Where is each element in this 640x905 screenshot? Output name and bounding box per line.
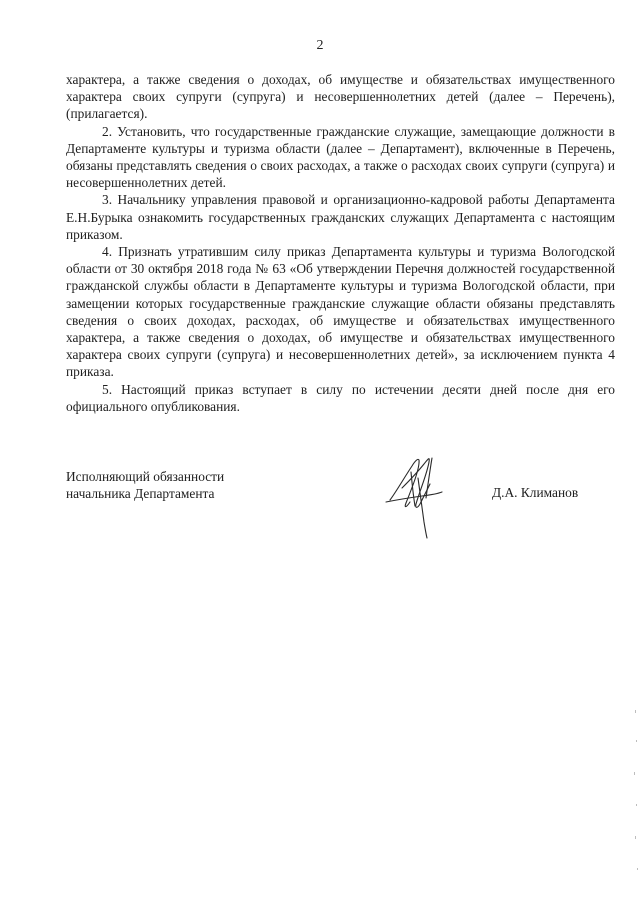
paragraph-item-5: 5. Настоящий приказ вступает в силу по истечении десяти дней после дня его официального опубликования.	[66, 381, 615, 414]
document-body	[66, 71, 615, 415]
paragraph-item-2: 2. Установить, что государственные гражданские служащие, замещающие должности в Департаменте культуры и туризма области (далее – Департамент), включенные в Перечень, обязаны представлять сведения о своих расходах, а также о расходах своих супруги (супруга) и несовершеннолетних детей.	[66, 123, 615, 191]
paragraph-continuation: характера, а также сведения о доходах, об имуществе и обязательствах имущественного характера своих супруги (супруга) и несовершеннолетних детей (далее – Перечень), (прилагается).	[66, 72, 615, 122]
signatory-position-line-2: начальника Департамента	[66, 486, 215, 502]
page-number: 2	[316, 38, 324, 53]
signatory-position-line-1: Исполняющий обязанности	[66, 469, 225, 484]
paragraph-item-4: 4. Признать утратившим силу приказ Департамента культуры и туризма Вологодской области от 30 октября 2018 года № 63 «Об утверждении Перечня должностей государственной гражданской службы области в Департаменте культуры и туризма Вологодской области, при замещении которых государственные гражданские служащие области обязаны представлять сведения о своих доходах, расходах, об имуществе и обязательствах имущественного характера, а также сведения о доходах, об имуществе и обязательствах имущественного характера своих супруги (супруга) и несовершеннолетних детей», за исключением пункта 4 приказа.	[66, 244, 615, 380]
scan-artifacts	[626, 700, 640, 900]
signatory-name: Д.А. Климанов	[492, 485, 579, 500]
signatory-position	[66, 468, 224, 502]
handwritten-signature	[382, 448, 448, 540]
paragraph-item-3: 3. Начальнику управления правовой и организационно-кадровой работы Департамента Е.Н.Бурыка ознакомить государственных гражданских служащих Департамента с настоящим приказом.	[66, 192, 615, 242]
